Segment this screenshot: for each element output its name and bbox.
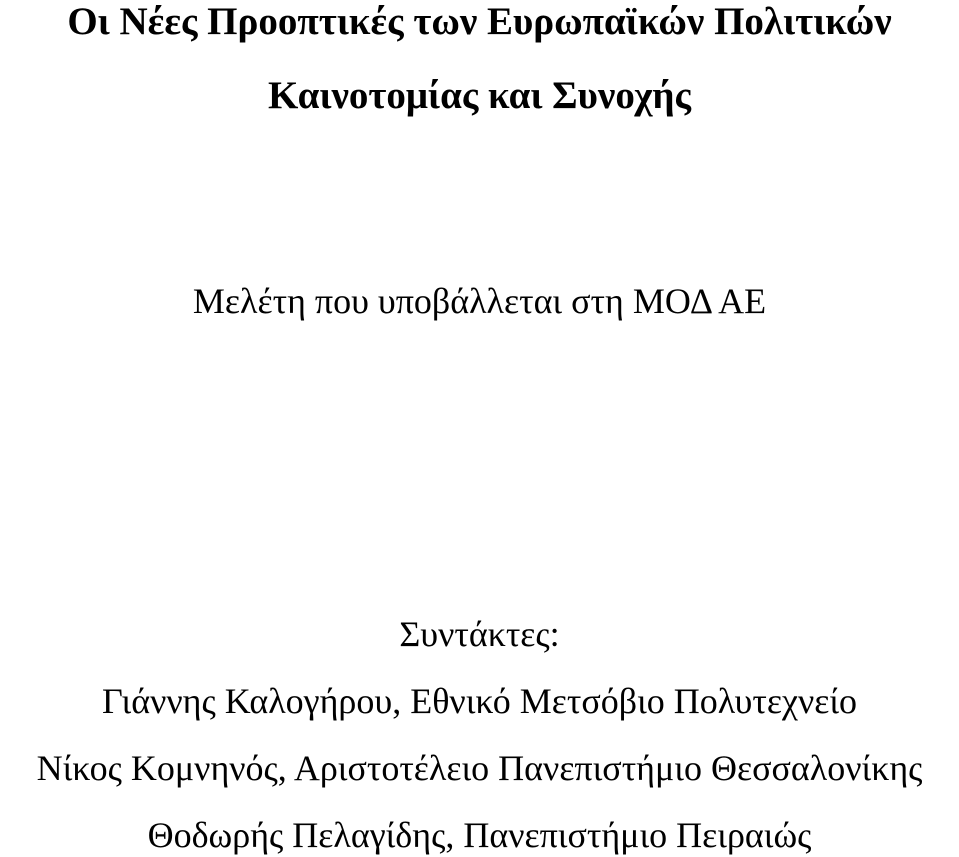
- authors-label: Συντάκτες:: [399, 614, 560, 654]
- author-line: Θοδωρής Πελαγίδης, Πανεπιστήμιο Πειραιώς: [147, 815, 812, 855]
- title-line-1: Οι Νέες Προοπτικές των Ευρωπαϊκών Πολιτικών: [67, 0, 892, 43]
- subtitle: Μελέτη που υποβάλλεται στη ΜΟΔ ΑΕ: [192, 281, 767, 321]
- title-line-2: Καινοτομίας και Συνοχής: [268, 74, 691, 117]
- author-line: Νίκος Κομνηνός, Αριστοτέλειο Πανεπιστήμιο Θεσσαλονίκης: [36, 748, 923, 788]
- author-line: Γιάννης Καλογήρου, Εθνικό Μετσόβιο Πολυτεχνείο: [101, 681, 858, 721]
